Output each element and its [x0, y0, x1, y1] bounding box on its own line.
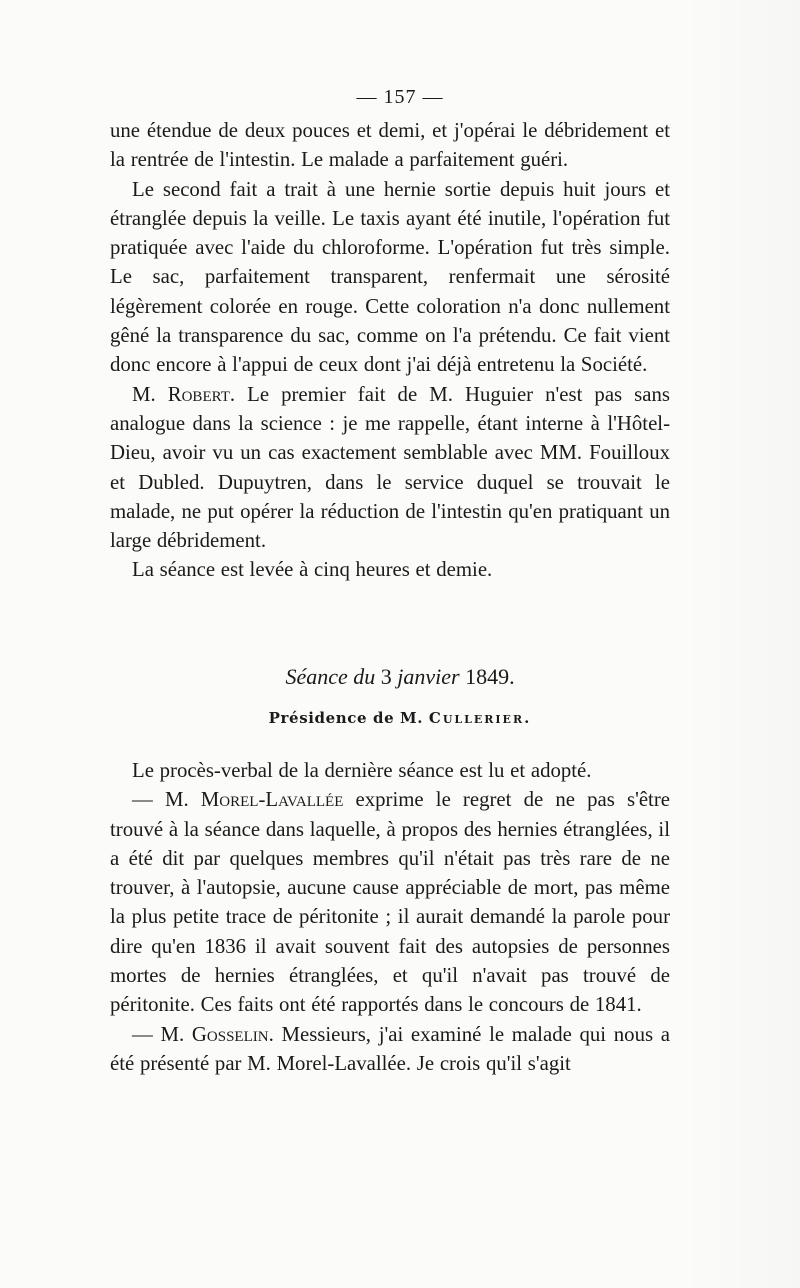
- paragraph-proces-verbal: Le procès-verbal de la dernière séance est lu et adopté.: [132, 759, 592, 782]
- robert-text: Le premier fait de M. Huguier n'est pas sans analogue dans la science : je me rappelle, étant interne à l'Hôtel-Dieu, avoir vu un cas exactement semblable avec MM. Fouilloux et Dubled. Dupuytren, dans le service duquel se trouvait le malade, ne put opérer la réduction de l'intestin qu'en pratiquant un large débridement.: [110, 382, 671, 553]
- page-number: — 157 —: [356, 86, 444, 108]
- paragraph-continuation: une étendue de deux pouces et demi, et j'opérai le débridement et la rentrée de l'intestin. Le malade a parfaitement guéri.: [110, 119, 670, 172]
- president-name: Cullerier.: [428, 709, 532, 727]
- page-shading: [680, 0, 800, 1288]
- dash-lead: —: [132, 788, 165, 812]
- session-title-month: janvier: [397, 664, 460, 689]
- paragraph-robert: [110, 380, 670, 556]
- speaker-robert: M. Robert.: [132, 382, 236, 406]
- gosselin-text: Messieurs, j'ai examiné le malade qui nous a été présenté par M. Morel-Lavallée. Je crois qu'il s'agit: [110, 1022, 670, 1075]
- morel-lavallee-text: exprime le regret de ne pas s'être trouvé à la séance dans laquelle, à propos des hernies étranglées, il a été dit par quelques membres qu'il n'était pas très rare de ne trouver, à l'autopsie, aucune cause appréciable de mort, pas même la plus petite trace de péritonite ; il aurait demandé la parole pour dire qu'en 1836 il avait souvent fait des autopsies de personnes mortes de hernies étranglées, et qu'il n'avait pas trouvé de péritonite. Ces faits ont été rapportés dans le concours de 1841.: [110, 788, 670, 1017]
- paragraph-morel-lavallee: [110, 785, 670, 1019]
- presidence-line: [0, 709, 800, 727]
- paragraph-gosselin: [110, 1020, 670, 1079]
- paragraph-second-case: Le second fait a trait à une hernie sortie depuis huit jours et étranglée depuis la veille. Le taxis ayant été inutile, l'opération fut pratiquée avec l'aide du chloroforme. L'opération fut très simple. Le sac, parfaitement transparent, renfermait une sérosité légèrement colorée en rouge. Cette coloration n'a donc nullement gêné la transparence du sac, comme on l'a prétendu. Ce fait vient donc encore à l'appui de ceux dont j'ai déjà entretenu la Société.: [110, 177, 670, 377]
- speaker-morel-lavallee: M. Morel-Lavallée: [164, 788, 344, 812]
- session-title-day: 3: [380, 664, 392, 689]
- dash-lead: —: [132, 1022, 161, 1046]
- speaker-gosselin: M. Gosselin.: [160, 1022, 274, 1046]
- text-block-bottom: [110, 756, 670, 1078]
- paragraph-closing: La séance est levée à cinq heures et demie.: [132, 558, 493, 582]
- presidence-label: Présidence de M.: [268, 709, 424, 727]
- session-heading: [0, 664, 800, 690]
- session-title-prefix: Séance du: [285, 664, 376, 689]
- session-title-year: 1849.: [465, 664, 515, 689]
- text-block-top: [110, 116, 670, 585]
